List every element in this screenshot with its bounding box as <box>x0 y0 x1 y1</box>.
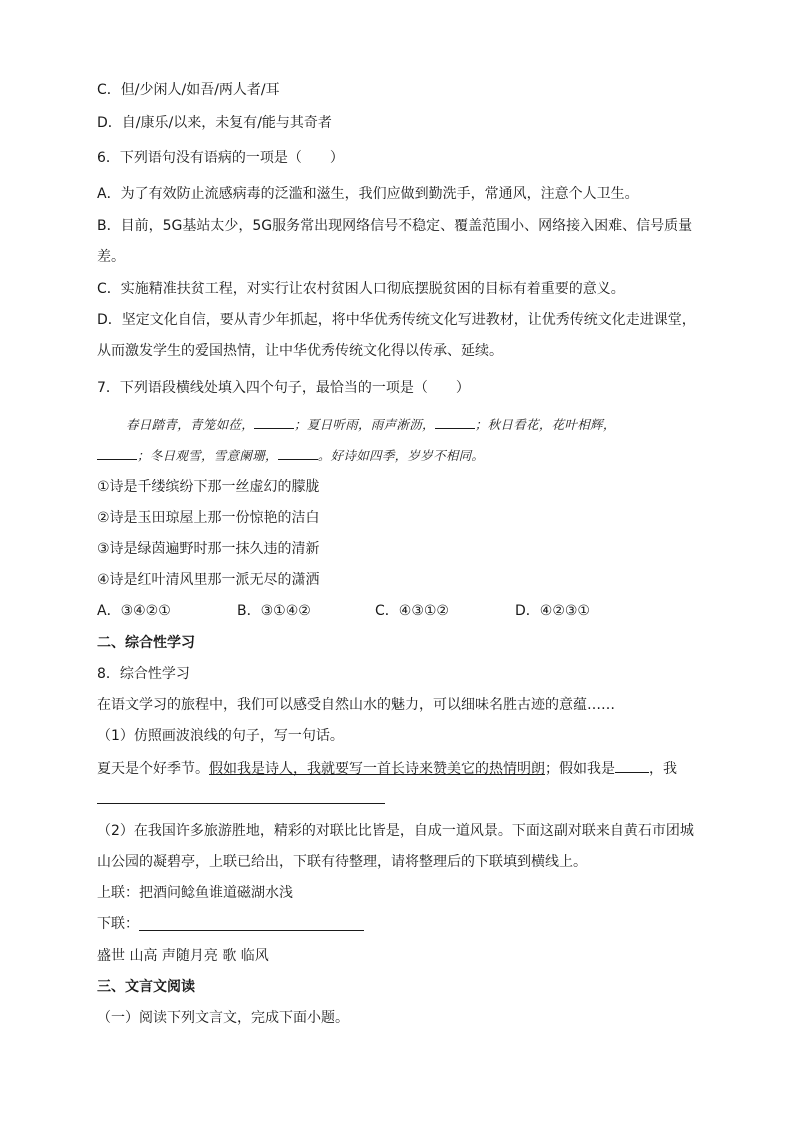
answer-blank-4[interactable] <box>278 445 318 460</box>
wavy-underlined-sentence: 假如我是诗人，我就要写一首长诗来赞美它的热情明朗 <box>209 761 545 777</box>
upper-couplet: 上联：把酒问鲶鱼谁道磁湖水浅 <box>97 885 293 901</box>
question-6-stem: 6．下列语句没有语病的一项是（ ） <box>97 150 344 166</box>
question-8-stem: 8．综合性学习 <box>97 666 190 682</box>
q7-option-d[interactable]: D．④②③① <box>515 603 590 619</box>
question-7-stem: 7．下列语段横线处填入四个句子，最恰当的一项是（ ） <box>97 380 470 396</box>
q5-option-c: C．但/少闲人/如吾/两人者/耳 <box>97 82 280 98</box>
q6-option-d-line2: 从而激发学生的爱国热情，让中华优秀传统文化得以传承、延续。 <box>97 343 503 359</box>
sentence-2: ②诗是玉田琼屋上那一份惊艳的洁白 <box>97 510 320 526</box>
q8-part-1-prompt <box>97 758 677 779</box>
sentence-1: ①诗是千缕缤纷下那一丝虚幻的朦胧 <box>97 479 320 495</box>
passage-spring: 春日踏青，青笼如莅， <box>126 417 255 432</box>
q7-option-c[interactable]: C．④③①② <box>375 603 449 619</box>
lower-couplet-answer-line[interactable] <box>139 930 364 931</box>
section-2-heading: 二、综合性学习 <box>97 635 195 651</box>
q8-part-2-line1: （2）在我国许多旅游胜地，精彩的对联比比皆是，自成一道风景。下面这副对联来自黄石市团城 <box>97 823 694 839</box>
q6-option-d-line1: D．坚定文化自信，要从青少年抓起，将中华优秀传统文化写进教材，让优秀传统文化走进课堂， <box>97 312 696 328</box>
q8-part-1: （1）仿照画波浪线的句子，写一句话。 <box>97 728 344 744</box>
passage-summer: ；夏日听雨，雨声淅沥， <box>294 417 435 432</box>
section-3-part-1: （一）阅读下列文言文，完成下面小题。 <box>97 1010 349 1026</box>
answer-blank-2[interactable] <box>435 414 475 429</box>
lower-couplet-label: 下联： <box>97 916 139 932</box>
prompt-intro: 夏天是个好季节。 <box>97 761 209 777</box>
q7-options <box>97 601 590 621</box>
sentence-3: ③诗是绿茵遍野时那一抹久违的清新 <box>97 541 320 557</box>
passage-line-2 <box>97 445 484 466</box>
q7-option-a[interactable]: A．③④②① <box>97 603 171 619</box>
section-3-heading: 三、文言文阅读 <box>97 979 195 995</box>
q5-option-d: D．自/康乐/以来，未复有/能与其奇者 <box>97 115 332 131</box>
sentence-4: ④诗是红叶清风里那一派无尽的潇洒 <box>97 572 320 588</box>
q6-option-b-line1: B．目前，5G基站太少，5G服务常出现网络信号不稳定、覆盖范围小、网络接入困难、信号质量 <box>97 218 693 234</box>
fill-blank-subject[interactable] <box>615 758 649 773</box>
q8-part-2-line2: 山公园的凝碧亭，上联已给出，下联有待整理，请将整理后的下联填到横线上。 <box>97 854 587 870</box>
couplet-word-bank: 盛世 山高 声随月亮 歌 临风 <box>97 948 269 964</box>
prompt-end: ，我 <box>649 761 677 777</box>
passage-line-1 <box>126 414 616 435</box>
answer-blank-3[interactable] <box>97 445 137 460</box>
passage-winter: ；冬日观雪，雪意阑珊， <box>137 448 278 463</box>
q6-option-c: C．实施精准扶贫工程，对实行让农村贫困人口彻底摆脱贫困的目标有着重要的意义。 <box>97 281 625 297</box>
q7-option-b[interactable]: B．③①④② <box>237 603 311 619</box>
passage-ending: 。好诗如四季，岁岁不相同。 <box>317 448 485 463</box>
q6-option-b-line2: 差。 <box>97 249 125 265</box>
prompt-middle: ；假如我是 <box>545 761 615 777</box>
q8-intro: 在语文学习的旅程中，我们可以感受自然山水的魅力，可以细味名胜古迹的意蕴…… <box>97 697 615 713</box>
q6-option-a: A．为了有效防止流感病毒的泛滥和滋生，我们应做到勤洗手，常通风，注意个人卫生。 <box>97 186 639 202</box>
answer-blank-1[interactable] <box>254 414 294 429</box>
answer-line-1[interactable] <box>97 803 385 804</box>
passage-autumn: ；秋日看花，花叶相辉， <box>474 417 616 432</box>
